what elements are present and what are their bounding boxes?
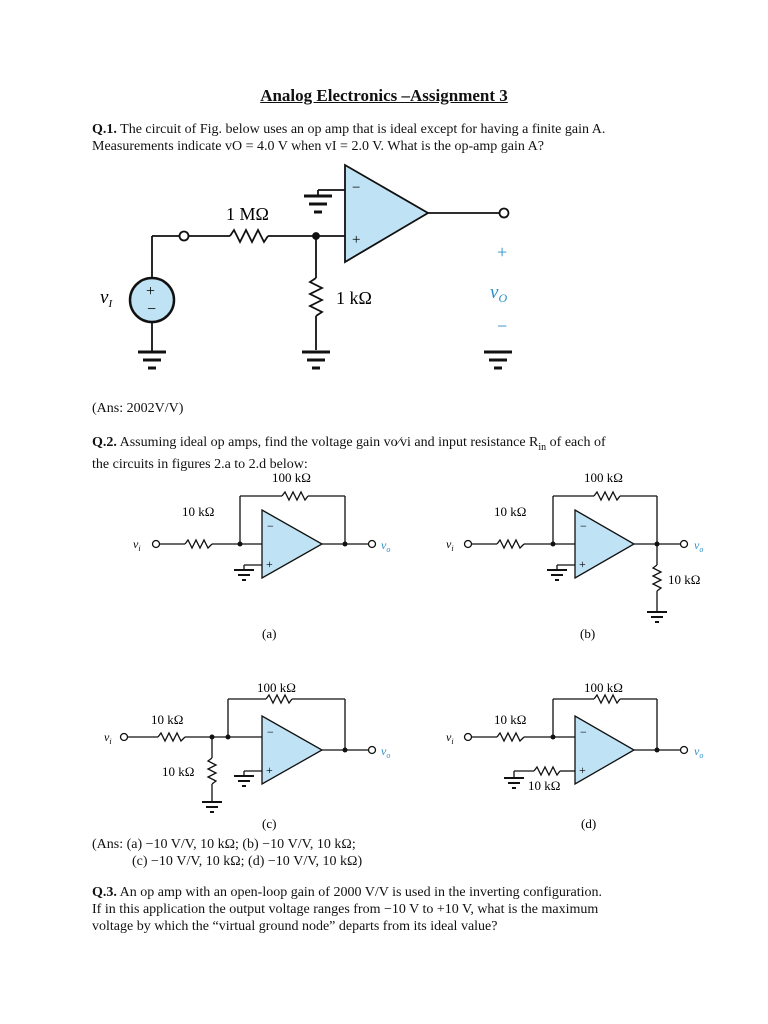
q1-feed-resistor-label: 1 MΩ — [226, 204, 269, 224]
q1-answer: (Ans: 2002V/V) — [92, 401, 184, 416]
q1-line2: Measurements indicate vO = 4.0 V when vI = 2.0 V. What is the op-amp gain A? — [92, 139, 544, 154]
q1-opamp-minus: − — [352, 180, 361, 196]
q3-text — [92, 884, 712, 935]
figure-2b — [446, 470, 703, 641]
fig-c-rin-label: 10 kΩ — [151, 712, 184, 727]
fig-a-rf-label: 100 kΩ — [272, 470, 311, 485]
fig-d-caption: (d) — [581, 816, 597, 831]
fig-c-rf-label: 100 kΩ — [257, 680, 296, 695]
q1-output-plus: + — [497, 242, 508, 262]
page-title: Analog Electronics –Assignment 3 — [260, 86, 508, 105]
fig-c-vout: $v_o$ — [381, 744, 391, 760]
q1-line1: The circuit of Fig. below uses an op amp that is ideal except for having a finite gain A. — [120, 122, 606, 137]
q2-line2: the circuits in figures 2.a to 2.d below: — [92, 456, 308, 472]
q2-answer — [92, 836, 692, 870]
svg-text:−: − — [267, 725, 274, 739]
q1-output-minus: − — [497, 316, 508, 336]
svg-text:−: − — [580, 519, 587, 533]
fig-a-caption: (a) — [262, 626, 277, 641]
q3-line3: voltage by which the “virtual ground node” departs from its ideal value? — [92, 919, 498, 934]
q1-circuit-figure — [0, 0, 768, 420]
figure-2c — [104, 680, 390, 831]
svg-text:+: + — [579, 557, 586, 571]
fig-d-rin-label: 10 kΩ — [494, 712, 527, 727]
q2-circuit-figures — [0, 460, 768, 840]
q3-line2: If in this application the output voltage ranges from −10 V to +10 V, what is the maximum — [92, 902, 599, 917]
fig-d-vin: $v_i$ — [446, 730, 454, 746]
fig-b-rf-label: 100 kΩ — [584, 470, 623, 485]
fig-d-vout: $v_o$ — [694, 744, 704, 760]
figure-2a — [133, 470, 390, 641]
fig-c-vin: $v_i$ — [104, 730, 112, 746]
svg-text:+: + — [266, 763, 273, 777]
fig-d-rf-label: 100 kΩ — [584, 680, 623, 695]
q1-source-minus: − — [147, 301, 157, 318]
fig-c-rshunt-label: 10 kΩ — [162, 764, 195, 779]
fig-d-rplus-label: 10 kΩ — [528, 778, 561, 793]
fig-a-rin-label: 10 kΩ — [182, 504, 215, 519]
q2-line1-sub: in — [538, 441, 547, 453]
q1-opamp-plus: + — [352, 232, 361, 248]
q1-shunt-resistor-label: 1 kΩ — [336, 288, 372, 308]
svg-text:+: + — [579, 763, 586, 777]
fig-b-rload-label: 10 kΩ — [668, 572, 701, 587]
q1-source-plus: + — [146, 283, 156, 300]
fig-b-vin: $v_i$ — [446, 537, 454, 553]
q2-line1: Assuming ideal op amps, find the voltage gain vo∕vi and input resistance R — [119, 435, 539, 450]
q2-line1-end: of each of — [546, 435, 606, 450]
svg-text:+: + — [266, 557, 273, 571]
q1-label: Q.1. — [92, 122, 117, 137]
fig-c-caption: (c) — [262, 816, 277, 831]
svg-text:−: − — [580, 725, 587, 739]
q2-answer-line2: (c) −10 V/V, 10 kΩ; (d) −10 V/V, 10 kΩ) — [132, 854, 363, 869]
fig-a-vin: $v_i$ — [133, 537, 141, 553]
q3-label: Q.3. — [92, 885, 117, 900]
fig-b-rin-label: 10 kΩ — [494, 504, 527, 519]
q1-source-label: $v_I$ — [100, 287, 113, 310]
figure-2d — [446, 680, 703, 831]
svg-text:−: − — [267, 519, 274, 533]
q2-answer-line1: (Ans: (a) −10 V/V, 10 kΩ; (b) −10 V/V, 10 kΩ; — [92, 837, 356, 852]
q3-line1: An op amp with an open-loop gain of 2000 V/V is used in the inverting configuration. — [119, 885, 603, 900]
fig-b-caption: (b) — [580, 626, 596, 641]
fig-a-vout: $v_o$ — [381, 538, 391, 554]
q2-label: Q.2. — [92, 435, 117, 450]
q1-output-label: $v_O$ — [490, 282, 508, 305]
fig-b-vout: $v_o$ — [694, 538, 704, 554]
